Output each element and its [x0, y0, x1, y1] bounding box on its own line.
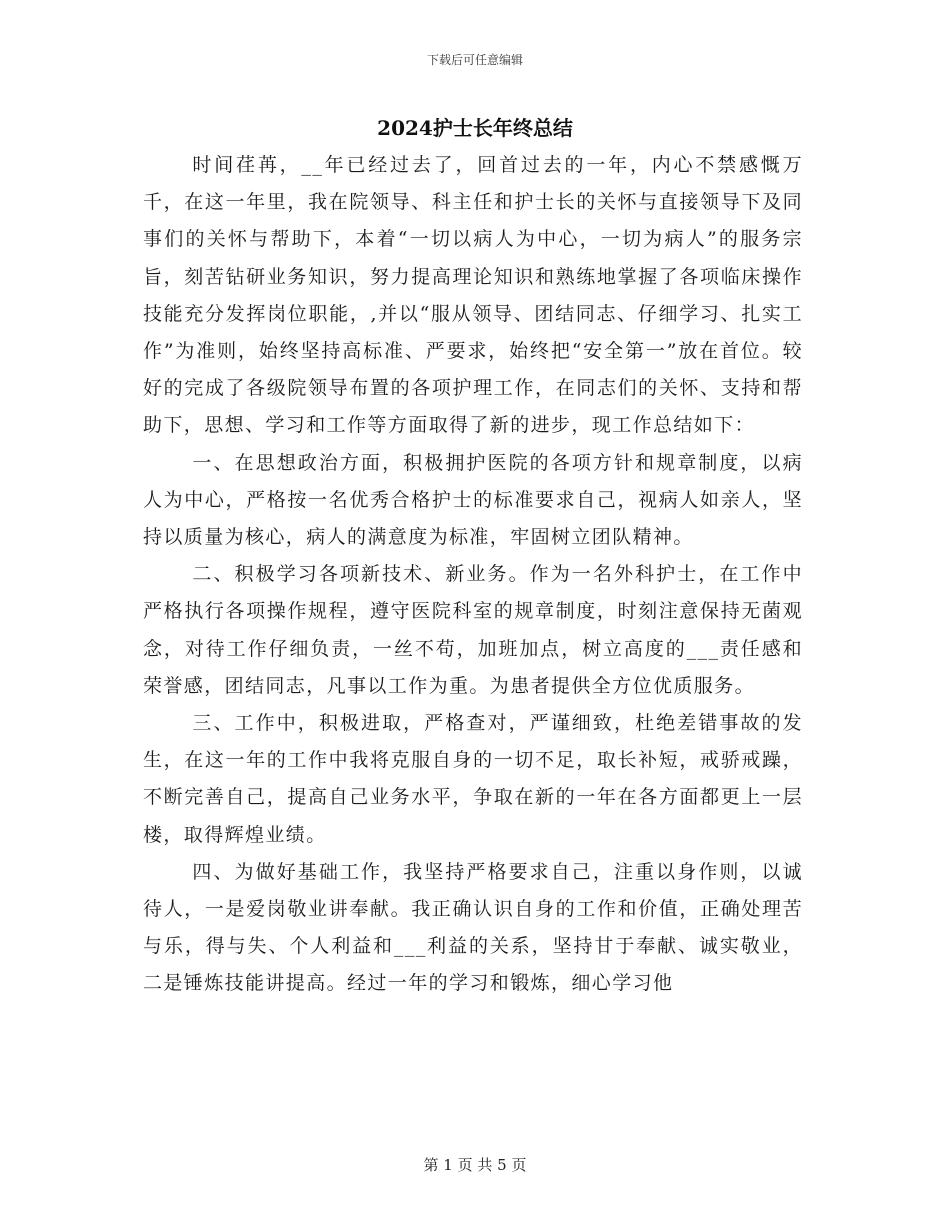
paragraph-section-2: 二、积极学习各项新技术、新业务。作为一名外科护士，在工作中严格执行各项操作规程，遵守医院科室的规章制度，时刻注意保持无菌观念，对待工作仔细负责，一丝不苟，加班加点，树立高度的___责任感和荣誉感，团结同志，凡事以工作为重。为患者提供全方位优质服务。 — [143, 563, 803, 697]
paragraph-section-3: 三、工作中，积极进取，严格查对，严谨细致，杜绝差错事故的发生，在这一年的工作中我将克服自身的一切不足，取长补短，戒骄戒躁，不断完善自己，提高自己业务水平，争取在新的一年在各方面都更上一层楼，取得辉煌业绩。 — [143, 712, 803, 846]
document-title: 2024护士长年终总结 — [377, 116, 573, 140]
paragraph-intro: 时间荏苒，__年已经过去了，回首过去的一年，内心不禁感慨万千，在这一年里，我在院领导、科主任和护士长的关怀与直接领导下及同事们的关怀与帮助下，本着“一切以病人为中心，一切为病人”的服务宗旨，刻苦钻研业务知识，努力提高理论知识和熟练地掌握了各项临床操作技能充分发挥岗位职能，,并以“服从领导、团结同志、仔细学习、扎实工作”为准则，始终坚持高标准、严要求，始终把“安全第一”放在首位。较好的完成了各级院领导布置的各项护理工作，在同志们的关怀、支持和帮助下，思想、学习和工作等方面取得了新的进步，现工作总结如下： — [143, 154, 803, 437]
page-number: 第 1 页 共 5 页 — [423, 1156, 527, 1174]
paragraph-section-4: 四、为做好基础工作，我坚持严格要求自己，注重以身作则，以诚待人，一是爱岗敬业讲奉献。我正确认识自身的工作和价值，正确处理苦与乐，得与失、个人利益和___利益的关系，坚持甘于奉献、诚实敬业，二是锤炼技能讲提高。经过一年的学习和锻炼，细心学习他 — [143, 860, 803, 995]
paragraph-section-1: 一、在思想政治方面，积极拥护医院的各项方针和规章制度，以病人为中心，严格按一名优秀合格护士的标准要求自己，视病人如亲人，坚持以质量为核心，病人的满意度为标准，牢固树立团队精神。 — [143, 451, 803, 549]
document-body — [143, 147, 803, 1003]
page-header-note: 下载后可任意编辑 — [426, 53, 523, 67]
